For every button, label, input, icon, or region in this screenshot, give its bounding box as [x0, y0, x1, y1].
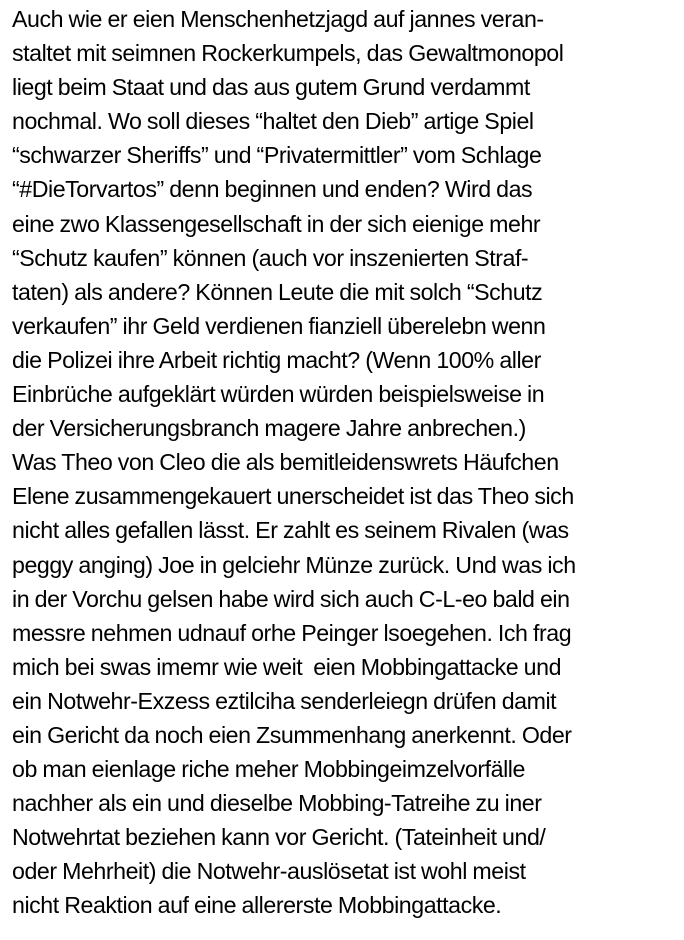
- text-line-27: nicht Reaktion auf eine allererste Mobbingattacke.: [12, 892, 502, 919]
- text-line-15: Elene zusammengekauert unerscheidet ist das Theo sich: [12, 483, 574, 510]
- text-line-7: eine zwo Klassengesellschaft in der sich eienige mehr: [12, 210, 541, 237]
- text-line-12: Einbrüche aufgeklärt würden würden beispielsweise in: [12, 381, 545, 408]
- text-line-2: staltet mit seimnen Rockerkumpels, das Gewaltmonopol: [12, 40, 564, 67]
- text-line-11: die Polizei ihre Arbeit richtig macht? (Wenn 100% aller: [12, 346, 541, 373]
- text-line-17: peggy anging) Joe in gelciehr Münze zurück. Und was ich: [12, 551, 576, 578]
- text-line-10: verkaufen” ihr Geld verdienen fianziell überelebn wenn: [12, 312, 546, 339]
- text-line-13: der Versicherungsbranch magere Jahre anbrechen.): [12, 415, 526, 442]
- text-line-9: taten) als andere? Können Leute die mit solch “Schutz: [12, 278, 543, 305]
- text-line-5: “schwarzer Sheriffs” und “Privatermittler” vom Schlage: [12, 142, 542, 169]
- text-line-25: Notwehrtat beziehen kann vor Gericht. (Tateinheit und/: [12, 824, 546, 851]
- text-line-18: in der Vorchu gelsen habe wird sich auch C-L-eo bald ein: [12, 585, 570, 612]
- text-line-24: nachher als ein und dieselbe Mobbing-Tatreihe zu iner: [12, 790, 542, 817]
- text-line-4: nochmal. Wo soll dieses “haltet den Dieb” artige Spiel: [12, 108, 534, 135]
- text-line-8: “Schutz kaufen” können (auch vor inszenierten Straf-: [12, 244, 529, 271]
- text-line-1: Auch wie er eien Menschenhetzjagd auf jannes veran-: [12, 6, 544, 32]
- text-line-16: nicht alles gefallen lässt. Er zahlt es seinem Rivalen (was: [12, 517, 569, 544]
- text-line-21: ein Notwehr-Exzess eztilciha senderleiegn drüfen damit: [12, 687, 557, 714]
- text-line-19: messre nehmen udnauf orhe Peinger lsoegehen. Ich frag: [12, 619, 572, 646]
- text-line-23: ob man eienlage riche meher Mobbingeimzelvorfälle: [12, 756, 525, 783]
- text-line-6: “#DieTorvartos” denn beginnen und enden? Wird das: [12, 176, 533, 203]
- body-text: [12, 2, 680, 923]
- text-line-26: oder Mehrheit) die Notwehr-auslösetat ist wohl meist: [12, 858, 526, 885]
- text-line-3: liegt beim Staat und das aus gutem Grund verdammt: [12, 74, 530, 101]
- text-line-14: Was Theo von Cleo die als bemitleidenswrets Häufchen: [12, 449, 559, 476]
- text-line-22: ein Gericht da noch eien Zsummenhang anerkennt. Oder: [12, 721, 572, 748]
- text-line-20: mich bei swas imemr wie weit eien Mobbingattacke und: [12, 653, 562, 680]
